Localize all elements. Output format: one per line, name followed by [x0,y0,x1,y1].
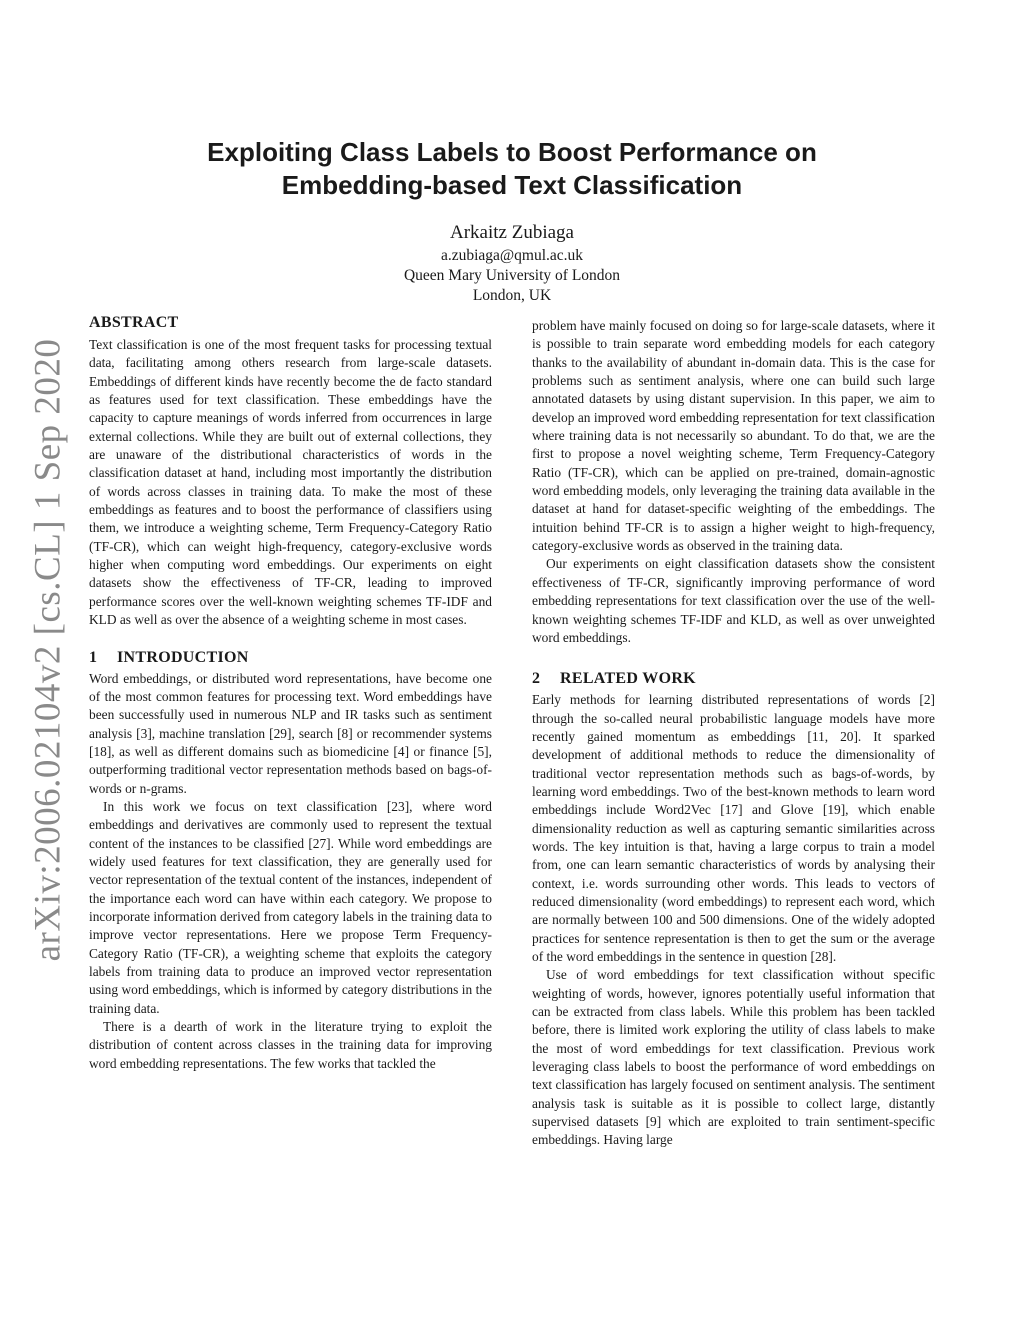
introduction-heading [89,648,492,668]
paper-title [120,136,904,202]
paragraph: Our experiments on eight classification datasets show the consistent effectiveness of TF-CR, significantly improving performance of word embedding representations for text classification over the use of the well-known weighting schemes TF-IDF and KLD, as well as over unweighted word embeddings. [532,556,935,645]
author-location: London, UK [472,287,552,304]
abstract-heading: ABSTRACT [89,314,179,331]
arxiv-identifier: arXiv:2006.02104v2 [cs.CL] 1 Sep 2020 [27,338,69,962]
paragraph: There is a dearth of work in the literature trying to exploit the distribution of content across classes in the training data for improving word embedding representations. The few works that tackled the [89,1019,492,1071]
author-block [312,220,712,306]
author-email: a.zubiaga@qmul.ac.uk [440,247,584,264]
paragraph: Word embeddings, or distributed word representations, have become one of the most common features for processing text. Word embeddings have been successfully used in numerous NLP and IR tasks such as sentiment analysis [3], machine translation [29], search [8] or recommender systems [18], as well as different domains such as biomedicine [4] or finance [5], outperforming traditional vector representation methods based on bags-of-words or n-grams. [89,670,492,796]
left-column [89,313,492,1073]
abstract-text: Text classification is one of the most frequent tasks for processing textual data, facilitating among others research from large-scale datasets. Embeddings of different kinds have recently become the de facto standard as features used for text classification. These embeddings have the capacity to capture meanings of words inferred from occurrences in large external collections. While they are built out of external collections, they are unaware of the distributional characteristics of words in the classification dataset at hand, including most importantly the distribution of words across classes in training data. To make the most of these embeddings as features and to boost the performance of classifiers using them, we introduce a weighting scheme, Term Frequency-Category Ratio (TF-CR), which can weight high-frequency, category-exclusive words higher when computing word embeddings. Our experiments on eight datasets show the effectiveness of TF-CR, leading to improved performance scores over the well-known weighting schemes TF-IDF and KLD as well as over the absence of a weighting scheme in most cases. [89,337,492,628]
section-number: 2 [532,670,541,688]
title-line-2: Embedding-based Text Classification [281,170,743,200]
paragraph: Early methods for learning distributed representations of words [2] through the so-called neural probabilistic language models have more recently gained momentum as embeddings [11, 20]. It sparked development of additional methods to reduce the dimensionality of traditional vector representation methods such as bags-of-words, by learning word embeddings. Two of the best-known methods to learn word embeddings include Word2Vec [17] and Glove [19], which enable dimensionality reduction as well as capturing semantic similarities across words. The key intuition is that, having a large corpus to train a model from, one can learn semantic characteristics of words by analysing their context, i.e. words surrounding other words. This leads to vectors of reduced dimensionality (word embeddings) to represent each word, which are normally between 100 and 500 dimensions. One of the widely adopted practices for sentence representation is then to get the sum or the average of the word embeddings in the sentence in question [28]. [532,692,935,964]
paragraph: In this work we focus on text classification [23], where word embeddings and derivatives are commonly used to represent the textual content of the instances to be classified [27]. While word embeddings are widely used features for text classification, they are generally used for vector representation of the textual content of the instances, independent of the importance each word can have within each category. We propose to incorporate information derived from category labels in the training data to improve vector representations. Here we propose Term Frequency-Category Ratio (TF-CR), a weighting scheme that exploits the category labels from training data to produce an improved vector representation using word embeddings, which is informed by category distributions in the training data. [89,798,492,1016]
section-title: RELATED WORK [560,670,696,688]
paragraph: problem have mainly focused on doing so for large-scale datasets, where it is possible to train separate word embedding models for each category thanks to the availability of abundant in-domain data. This is the case for problems such as sentiment analysis, where one can build such large annotated datasets by using distant supervision. In this paper, we aim to develop an improved word embedding representation for text classification where training data is not necessarily so abundant. To do that, we are the first to propose a novel weighting scheme, Term Frequency-Category Ratio (TF-CR), which can be applied on pre-trained, domain-agnostic word embedding models, only leveraging the training data available in the dataset at hand for dataset-specific weighting of the embeddings. The intuition behind TF-CR is to assign a higher weight to high-frequency, category-exclusive words as observed in the training data. [532,318,935,554]
title-line-1: Exploiting Class Labels to Boost Performance on [207,137,817,167]
author-affiliation: Queen Mary University of London [403,267,621,284]
section-number: 1 [89,648,98,666]
paragraph: Use of word embeddings for text classification without specific weighting of words, however, ignores potentially useful information that can be extracted from class labels. While this problem has been tackled before, there is limited work exploring the utility of class labels to make the most of word embeddings for text classification. Previous work leveraging class labels to boost the performance of word embeddings on text classification has largely focused on sentiment analysis. The sentiment analysis task is suitable as it is possible to collect large, distantly supervised datasets [9] which are exploited to train sentiment-specific embeddings. Having large [532,967,935,1148]
author-name: Arkaitz Zubiaga [450,222,574,243]
section-title: INTRODUCTION [117,648,249,666]
right-column [532,317,935,1150]
related-work-heading [532,669,935,689]
